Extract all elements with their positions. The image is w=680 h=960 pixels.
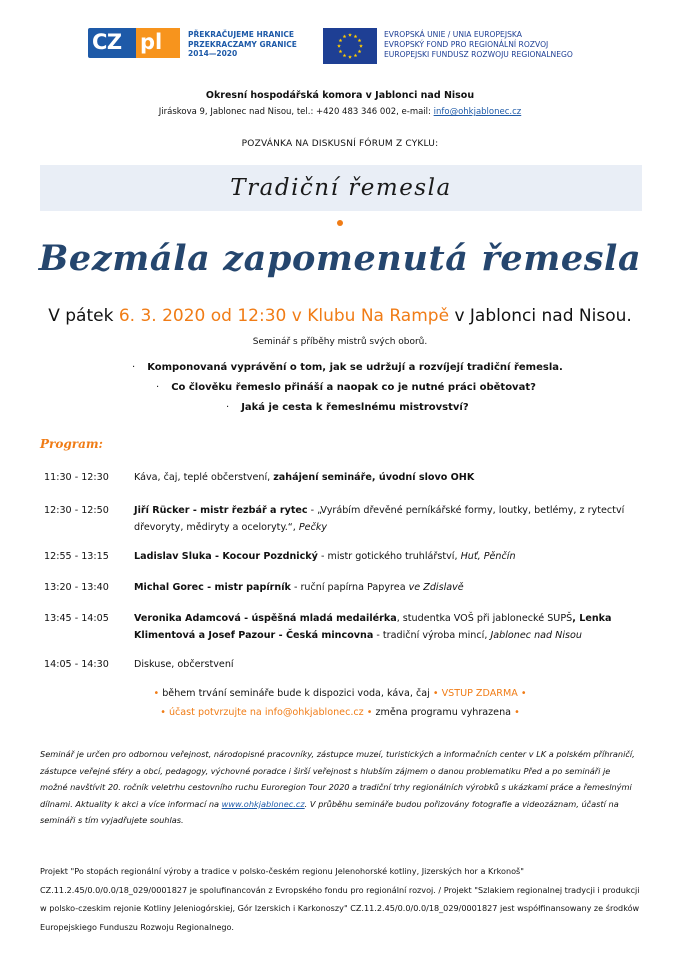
program-desc-part: - „Vyrábím dřevěné perníkářské formy, loutky, betlémy, z rytectví dřevoryty, mědiryty a oceloryty.“, [134, 505, 625, 533]
programme-line-3: 2014—2020 [188, 49, 238, 58]
program-desc-part: Jablonec nad Nisou [490, 629, 582, 641]
program-desc-part: ve Zdislavě [408, 582, 464, 593]
eu-flag-icon [323, 28, 377, 64]
program-desc-part: zahájení semináře, úvodní slovo OHK [273, 472, 475, 483]
decorative-dot [337, 220, 343, 226]
project-footer: Projekt "Po stopách regionální výroby a tradice v polsko-českém regionu Jelenohorské kotliny, Jizerských hor a Krkonoš" CZ.11.2.45/0.0/0.0/18_029/0001827 je spolufinancován z Evropského fondu pro regionální rozvoj. / Projekt "Szlakiem regionalnej tradycji i produkcji w polsko-czeskim rejonie Kotliny Jeleniogórskiej, Gór Izerskich i Karkonoszy" CZ.11.2.45/0.0/0.0/18_029/0001827 jest współfinansowany ze środków Europejskiego Funduszu Rozwoju Regionalnego. [40, 866, 640, 932]
note-line-2: • účast potvrzujte na info@ohkjablonec.cz • změna programu vyhrazena • [160, 707, 520, 718]
program-time: 12:55 - 13:15 [44, 551, 109, 562]
topic-bullet: · Co člověku řemeslo přináší a naopak co je nutné práci obětovat? [156, 382, 536, 393]
program-desc-part: Michal Gorec - mistr papírník [134, 582, 291, 593]
event-title: Bezmála zapomenutá řemesla [38, 238, 642, 279]
program-time: 12:30 - 12:50 [44, 505, 109, 516]
program-desc [134, 503, 654, 536]
series-banner [40, 165, 642, 211]
seminar-description: Seminář je určen pro odbornou veřejnost, národopisné pracovníky, zástupce muzeí, turistických a informačních center v LK a polském příhraničí, zástupce veřejné sféry a obcí, pedagogy, výchovné poradce i širší veřejnost s hlubším zájmem o danou problematiku Před a po semináři je možné navštívit 20. ročník veletrhu cestovního ruchu Euroregion Tour 2020 a tradiční trhy regionálních výrobků s ukázkami práce a řemeslnými dílnami. Aktuality k akci a více informací na www.ohkjablonec.cz. V průběhu semináře budou pořizovány fotografie a videozáznam, účastí na semináři s tím vyjadřujete souhlas. [40, 749, 635, 826]
program-desc-part: Veronika Adamcová - úspěšná mladá medailérka [134, 613, 397, 624]
note-line-1: • během trvání semináře bude k dispozici voda, káva, čaj • VSTUP ZDARMA • [153, 688, 527, 699]
program-time: 14:05 - 14:30 [44, 659, 109, 670]
program-desc-part: Ladislav Sluka - Kocour Pozdnický [134, 551, 318, 562]
program-desc [134, 611, 654, 644]
program-desc-part: , Lenka Klimentová a Josef Pazour - Česká mincovna [134, 613, 612, 641]
program-desc-part: Pečky [298, 521, 328, 533]
rsvp-note: účast potvrzujte na info@ohkjablonec.cz [168, 707, 364, 718]
header-logos [0, 20, 680, 70]
program-time: 11:30 - 12:30 [44, 472, 109, 483]
eu-line-3: EUROPEJSKI FUNDUSZ ROZWOJU REGIONALNEGO [384, 50, 573, 59]
website-link[interactable]: www.ohkjablonec.cz [221, 798, 305, 809]
program-desc [134, 657, 654, 674]
series-title: Tradiční řemesla [230, 175, 452, 201]
cz-pl-logo [88, 28, 180, 58]
invitation-label: POZVÁNKA NA DISKUSNÍ FÓRUM Z CYKLU: [241, 139, 439, 149]
program-time: 13:45 - 14:05 [44, 613, 109, 624]
event-date-place [0, 306, 680, 326]
program-desc [134, 470, 654, 487]
program-desc-part: - tradiční výroba mincí, [373, 629, 491, 641]
program-desc-part: Káva, čaj, teplé občerstvení, [134, 472, 274, 483]
email-link[interactable]: info@ohkjablonec.cz [433, 107, 522, 117]
program-desc-part: Huť, Pěnčín [460, 551, 516, 562]
when-suffix: v Jablonci nad Nisou. [449, 306, 632, 326]
organization-address [0, 107, 680, 117]
programme-line-1: PŘEKRAČUJEME HRANICE [188, 30, 295, 39]
pl-mark: pl [140, 30, 163, 54]
topic-bullet: · Jaká je cesta k řemeslnému mistrovství? [226, 402, 469, 413]
programme-text [188, 30, 297, 59]
event-subtitle: Seminář s příběhy mistrů svých oborů. [252, 337, 428, 347]
address-text: Jiráskova 9, Jablonec nad Nisou, tel.: +420 483 346 002, e-mail: [158, 107, 434, 117]
topic-bullet: · Komponovaná vyprávění o tom, jak se udržují a rozvíjejí tradiční řemesla. [132, 362, 563, 373]
program-desc-part: , studentka VOŠ při jablonecké SUPŠ [396, 613, 573, 624]
program-desc-part: - mistr gotického truhlářství, [317, 551, 461, 562]
free-entry: VSTUP ZDARMA [441, 688, 518, 699]
program-heading: Program: [40, 437, 103, 451]
programme-line-2: PRZEKRACZAMY GRANICE [188, 39, 297, 49]
program-desc-part: Jiří Rücker - mistr řezbář a rytec [134, 505, 308, 516]
organization-name: Okresní hospodářská komora v Jablonci nad Nisou [205, 90, 475, 101]
eu-line-1: EVROPSKÁ UNIE / UNIA EUROPEJSKA [384, 30, 522, 39]
program-desc-part: - ruční papírna Papyrea [290, 582, 409, 593]
program-desc-part: Diskuse, občerstvení [134, 659, 234, 670]
program-time: 13:20 - 13:40 [44, 582, 109, 593]
program-desc [134, 549, 654, 566]
when-prefix: V pátek [48, 306, 119, 326]
cz-mark: CZ [92, 30, 122, 54]
eu-text [384, 30, 573, 60]
when-highlight: 6. 3. 2020 od 12:30 v Klubu Na Rampě [118, 306, 450, 326]
program-desc [134, 580, 654, 597]
eu-line-2: EVROPSKÝ FOND PRO REGIONÁLNÍ ROZVOJ [384, 40, 549, 49]
